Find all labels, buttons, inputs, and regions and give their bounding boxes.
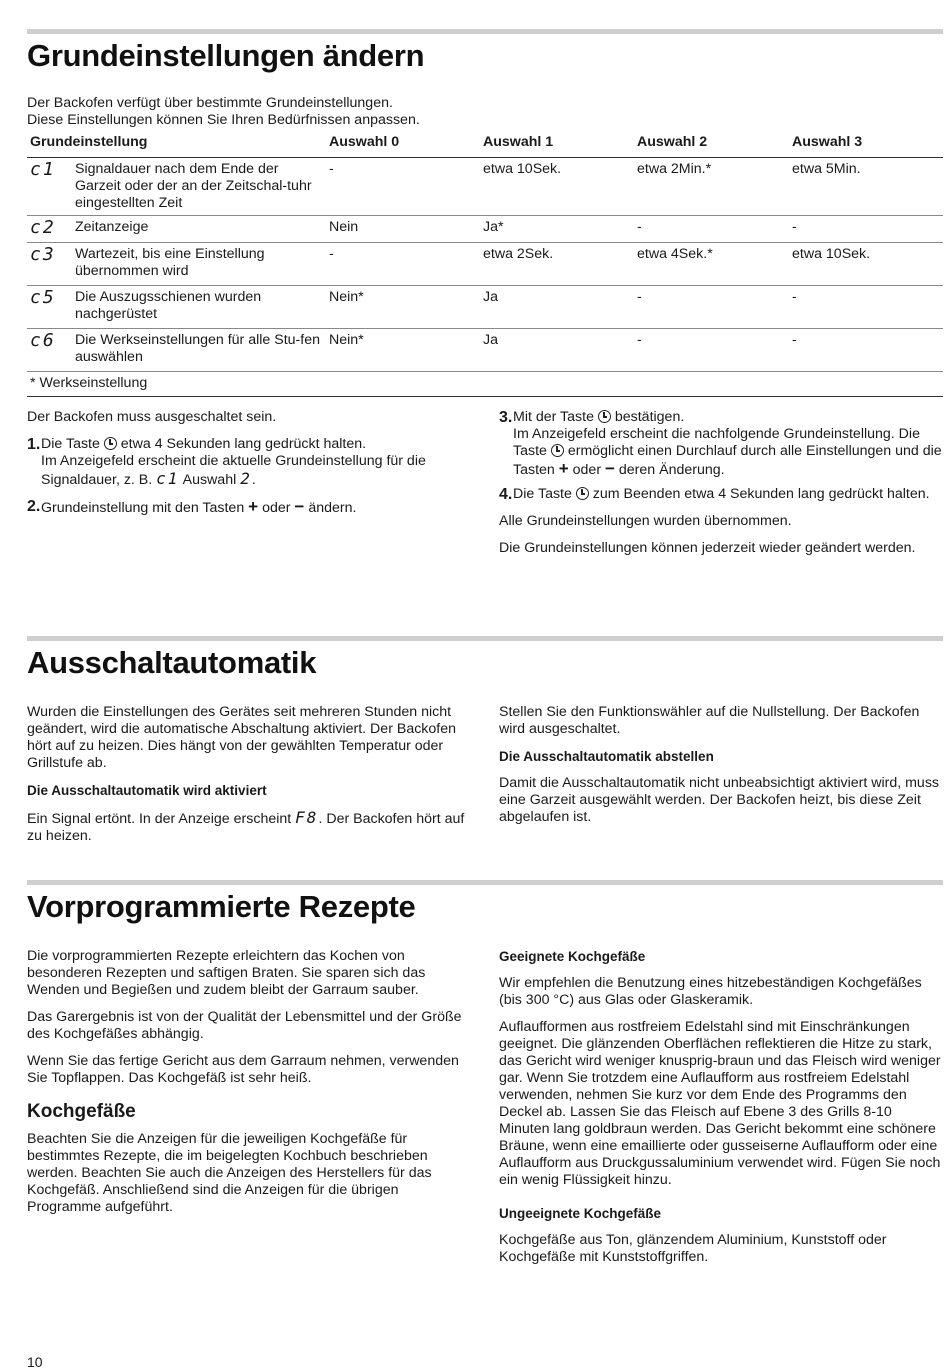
- page-number: 10: [27, 1354, 43, 1370]
- section-title-rezepte: Vorprogrammierte Rezepte: [27, 889, 416, 924]
- ausschalt-left: [27, 704, 472, 855]
- step-detail-label: Auswahl: [182, 472, 237, 488]
- subheading: Die Ausschaltautomatik wird aktiviert: [27, 783, 267, 798]
- value-auswahl-1: Ja*: [483, 219, 504, 235]
- table-row: [27, 158, 943, 216]
- subheading: Die Ausschaltautomatik abstellen: [499, 749, 714, 764]
- step-text: etwa 4 Sekunden lang gedrückt halten.: [120, 436, 367, 452]
- step-detail: oder: [572, 462, 602, 478]
- value-auswahl-0: Nein*: [329, 332, 364, 348]
- instructions-right: [499, 409, 943, 567]
- step-text: zum Beenden etwa 4 Sekunden lang gedrückt halten.: [592, 486, 930, 502]
- table-row: [27, 216, 943, 243]
- paragraph: Das Garergebnis ist von der Qualität der Lebensmittel und der Größe des Kochgefäßes abhängig.: [27, 1009, 462, 1042]
- display-code: c5: [30, 287, 56, 308]
- value-auswahl-2: -: [637, 219, 642, 235]
- section-rule: [27, 29, 943, 34]
- paragraph-text: Ein Signal ertönt. In der Anzeige erscheint: [27, 811, 292, 827]
- section-title-ausschaltautomatik: Ausschaltautomatik: [27, 645, 317, 680]
- display-value: 2: [240, 469, 252, 488]
- step-text: ändern.: [308, 500, 357, 516]
- table-row: [27, 243, 943, 286]
- step-detail: Im Anzeigefeld erscheint die nachfolgende Grundeinstellung. Die Taste: [513, 426, 920, 459]
- step-text: oder: [262, 500, 291, 516]
- plus-icon: +: [248, 497, 259, 516]
- value-auswahl-3: -: [792, 219, 797, 235]
- step-detail: Im Anzeigefeld erscheint die aktuelle Grundeinstellung für die Signaldauer, z. B.: [41, 453, 426, 488]
- paragraph: Stellen Sie den Funktionswähler auf die Nullstellung. Der Backofen wird ausgeschaltet.: [499, 704, 920, 737]
- table-header: [27, 131, 943, 158]
- header-auswahl-3: Auswahl 3: [792, 134, 863, 150]
- paragraph: Wurden die Einstellungen des Gerätes seit mehreren Stunden nicht geändert, wird die automatische Abschaltung aktiviert. Der Backofen hört auf zu heizen. Dies hängt von der gewählten Temperatur oder Grillstufe ab.: [27, 704, 457, 771]
- step-3: [499, 409, 943, 479]
- value-auswahl-2: etwa 4Sek.*: [637, 246, 713, 262]
- setting-description: Die Werkseinstellungen für alle Stu-fen auswählen: [75, 332, 320, 365]
- value-auswahl-2: -: [637, 332, 642, 348]
- header-auswahl-1: Auswahl 1: [483, 134, 554, 150]
- instructions-left: [27, 409, 472, 517]
- paragraph-text: . Der Backofen hört auf zu heizen.: [27, 811, 465, 844]
- paragraph: Wir empfehlen die Benutzung eines hitzebeständigen Kochgefäßes (bis 300 °C) aus Glas oder Glaskeramik.: [499, 975, 922, 1008]
- value-auswahl-1: Ja: [483, 289, 498, 305]
- clock-icon: [598, 410, 611, 423]
- value-auswahl-0: Nein: [329, 219, 359, 235]
- paragraph: Kochgefäße aus Ton, glänzendem Aluminium, Kunststoff oder Kochgefäße mit Kunststoffgriffen.: [499, 1232, 887, 1265]
- header-auswahl-0: Auswahl 0: [329, 134, 400, 150]
- display-code: c6: [30, 330, 56, 351]
- display-code: c1: [156, 469, 180, 488]
- paragraph: [27, 809, 472, 845]
- intro-line-2: Diese Einstellungen können Sie Ihren Bedürfnissen anpassen.: [27, 112, 420, 128]
- step-4: [499, 486, 943, 504]
- step-detail: deren Änderung.: [618, 462, 725, 478]
- paragraph: Damit die Ausschaltautomatik nicht unbeabsichtigt aktiviert wird, muss eine Garzeit ausgewählt werden. Der Backofen heizt, bis diese Zeit abgelaufen ist.: [499, 775, 940, 825]
- section-rule: [27, 636, 943, 641]
- step-text: Mit der Taste: [513, 409, 594, 425]
- setting-description: Zeitanzeige: [75, 219, 149, 235]
- clock-icon: [104, 437, 117, 450]
- plus-icon: +: [558, 459, 569, 478]
- step-number: 3.: [499, 409, 513, 426]
- setting-description: Wartezeit, bis eine Einstellung übernommen wird: [75, 246, 265, 279]
- precondition-text: Der Backofen muss ausgeschaltet sein.: [27, 409, 277, 425]
- setting-description: Die Auszugsschienen wurden nachgerüstet: [75, 289, 262, 322]
- ausschalt-right: [499, 704, 943, 836]
- minus-icon: −: [294, 497, 305, 516]
- value-auswahl-1: etwa 10Sek.: [483, 161, 562, 177]
- settings-table: [27, 131, 943, 397]
- note-text: Die Grundeinstellungen können jederzeit wieder geändert werden.: [499, 540, 916, 556]
- display-code: c1: [30, 159, 56, 180]
- clock-icon: [551, 444, 564, 457]
- value-auswahl-1: etwa 2Sek.: [483, 246, 554, 262]
- subtitle-kochgefaesse: Kochgefäße: [27, 1101, 136, 1122]
- display-code: c2: [30, 217, 56, 238]
- step-number: 2.: [27, 498, 41, 515]
- table-footnote: * Werkseinstellung: [30, 375, 148, 391]
- step-text: Die Taste: [41, 436, 100, 452]
- paragraph: Wenn Sie das fertige Gericht aus dem Garraum nehmen, verwenden Sie Topflappen. Das Kochgefäß ist sehr heiß.: [27, 1053, 459, 1086]
- step-detail: ermöglicht einen Durchlauf durch alle Einstellungen und die Tasten: [513, 443, 942, 478]
- subheading: Ungeeignete Kochgefäße: [499, 1206, 662, 1221]
- rezepte-left: [27, 948, 475, 1226]
- header-grundeinstellung: Grundeinstellung: [30, 134, 148, 150]
- value-auswahl-2: -: [637, 289, 642, 305]
- step-text: Die Taste: [513, 486, 572, 502]
- value-auswahl-3: etwa 10Sek.: [792, 246, 871, 262]
- confirmation-text: Alle Grundeinstellungen wurden übernommen.: [499, 513, 792, 529]
- step-text: Grundeinstellung mit den Tasten: [41, 500, 245, 516]
- value-auswahl-3: -: [792, 332, 797, 348]
- value-auswahl-3: etwa 5Min.: [792, 161, 861, 177]
- step-detail-end: .: [251, 472, 256, 488]
- display-code: F8: [295, 808, 319, 827]
- paragraph: Auflaufformen aus rostfreiem Edelstahl sind mit Einschränkungen geeignet. Die glänzenden Oberflächen reflektieren die Hitze zu stark, das Gericht wird weniger knusprig-braun und das Fleisch wird weniger gar. Wenn Sie trotzdem eine Auflaufform aus rostfreiem Edelstahl verwenden, nehmen Sie kurz vor dem Ende des Programms den Deckel ab. Lassen Sie das Fleisch auf Ebene 3 des Grills 8-10 Minuten lang goldbraun werden. Das Gericht bekommt eine schönere Bräune, wenn eine emaillierte oder gusseiserne Auflaufform oder eine Auflaufform aus Druckgussaluminium verwendet wird. Fügen Sie noch ein wenig Flüssigkeit hinzu.: [499, 1019, 941, 1188]
- rezepte-right: [499, 948, 943, 1276]
- intro-line-1: Der Backofen verfügt über bestimmte Grundeinstellungen.: [27, 95, 393, 111]
- value-auswahl-0: Nein*: [329, 289, 364, 305]
- step-text: bestätigen.: [614, 409, 685, 425]
- section-rule: [27, 880, 943, 885]
- table-row: [27, 329, 943, 372]
- table-footnote-row: [27, 372, 943, 397]
- step-number: 1.: [27, 436, 41, 453]
- clock-icon: [576, 487, 589, 500]
- value-auswahl-1: Ja: [483, 332, 498, 348]
- section-title-grundeinstellungen: Grundeinstellungen ändern: [27, 38, 425, 73]
- subheading: Geeignete Kochgefäße: [499, 949, 646, 964]
- step-number: 4.: [499, 486, 513, 503]
- header-auswahl-2: Auswahl 2: [637, 134, 708, 150]
- step-1: [27, 436, 472, 489]
- paragraph: Beachten Sie die Anzeigen für die jeweiligen Kochgefäße für bestimmtes Rezepte, die im beigelegten Kochbuch beschrieben werden. Beachten Sie auch die Anzeigen des Herstellers für das Kochgefäß. Anschließend sind die Anzeigen für die übrigen Programme aufgeführt.: [27, 1131, 432, 1215]
- setting-description: Signaldauer nach dem Ende der Garzeit oder der an der Zeitschal-tuhr eingestellten Zeit: [75, 161, 312, 211]
- value-auswahl-2: etwa 2Min.*: [637, 161, 712, 177]
- minus-icon: −: [605, 459, 615, 478]
- value-auswahl-3: -: [792, 289, 797, 305]
- step-2: [27, 498, 472, 517]
- display-code: c3: [30, 244, 56, 265]
- value-auswahl-0: -: [329, 246, 334, 262]
- paragraph: Die vorprogrammierten Rezepte erleichtern das Kochen von besonderen Rezepten und saftigen Braten. Sie sparen sich das Wenden und Begießen und zudem bleibt der Garraum sauber.: [27, 948, 426, 998]
- table-row: [27, 286, 943, 329]
- value-auswahl-0: -: [329, 161, 334, 177]
